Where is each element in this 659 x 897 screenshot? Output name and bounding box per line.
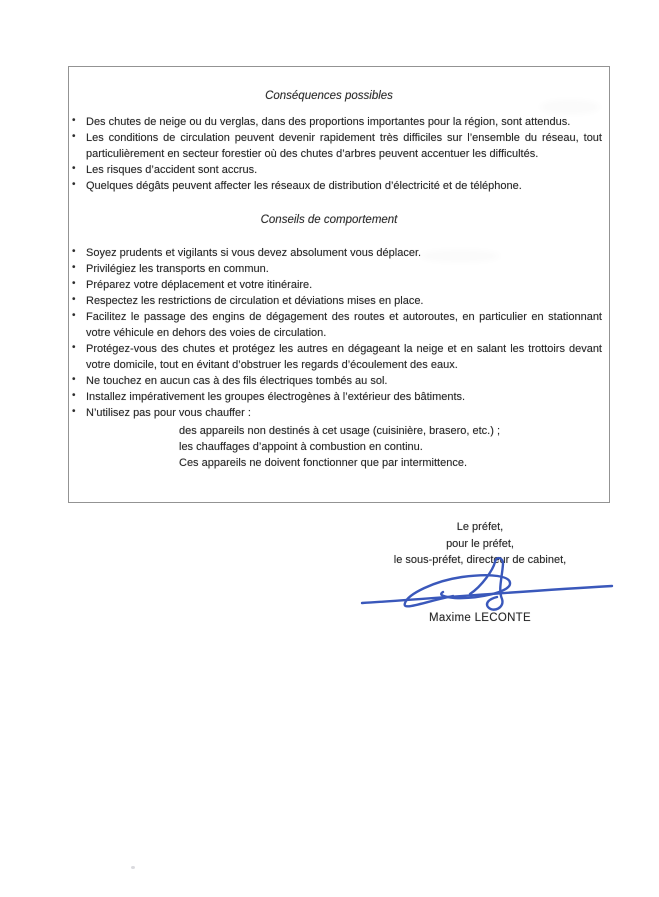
sub-list-item: Ces appareils ne doivent fonctionner que par intermittence. (179, 457, 468, 469)
list-item (72, 341, 602, 373)
conseils-list (72, 245, 602, 421)
list-item-text: Ne touchez en aucun cas à des fils électriques tombés au sol. (86, 375, 388, 387)
scan-artifact (540, 100, 600, 114)
list-item (72, 293, 602, 309)
list-item-text: Préparez votre déplacement et votre itinéraire. (86, 279, 313, 291)
signature-title-line: Le préfet, (456, 521, 504, 533)
bullet-icon: • (72, 246, 76, 257)
bullet-icon: • (72, 294, 76, 305)
list-item (72, 245, 602, 261)
list-item (72, 178, 602, 194)
list-item-text: N’utilisez pas pour vous chauffer : (86, 407, 251, 419)
bullet-icon: • (72, 262, 76, 273)
section-heading-conseils: Conseils de comportement (260, 214, 398, 226)
sub-list-item: les chauffages d’appoint à combustion en continu. (179, 441, 423, 453)
signature-ink (358, 556, 616, 614)
list-item-text: Privilégiez les transports en commun. (86, 263, 269, 275)
list-item (72, 130, 602, 162)
list-item-text: Les risques d’accident sont accrus. (86, 164, 258, 176)
list-item (72, 277, 602, 293)
bullet-icon: • (72, 115, 76, 126)
bullet-icon: • (72, 342, 76, 353)
signature-title-line: pour le préfet, (446, 537, 514, 550)
bullet-icon: • (72, 374, 76, 385)
notice-box (68, 66, 610, 503)
bullet-icon: • (72, 131, 76, 142)
bullet-icon: • (72, 278, 76, 289)
list-item-text: Soyez prudents et vigilants si vous devez absolument vous déplacer. (86, 247, 422, 259)
heating-sub-list (179, 423, 602, 471)
bullet-icon: • (72, 179, 76, 190)
list-item (72, 114, 602, 130)
list-item-text: Installez impérativement les groupes électrogènes à l’extérieur des bâtiments. (86, 391, 466, 403)
signature-stroke-loop (405, 575, 510, 606)
scan-artifact-speck (131, 866, 135, 869)
section-heading-consequences: Conséquences possibles (265, 90, 393, 102)
consequences-list (72, 114, 602, 194)
list-item (72, 261, 602, 277)
scan-artifact (420, 250, 500, 262)
signature-stroke-flourish (470, 558, 503, 610)
list-item (72, 389, 602, 405)
list-item (72, 405, 602, 421)
signature-title-line: le sous-préfet, directeur de cabinet, (393, 554, 567, 566)
list-item-text: Des chutes de neige ou du verglas, dans des proportions importantes pour la région, sont attendus. (86, 116, 571, 128)
signatory-name: Maxime LECONTE (429, 612, 531, 624)
sub-list-item: des appareils non destinés à cet usage (cuisinière, brasero, etc.) ; (179, 425, 501, 437)
list-item-text: Quelques dégâts peuvent affecter les réseaux de distribution d’électricité et de téléphone. (86, 180, 522, 192)
bullet-icon: • (72, 406, 76, 417)
list-item-text: Facilitez le passage des engins de dégagement des routes et autoroutes, en particulier en stationnant votre véhicule en dehors des voies de circulation. (86, 311, 602, 339)
bullet-icon: • (72, 390, 76, 401)
list-item-text: Protégez-vous des chutes et protégez les autres en dégageant la neige et en salant les trottoirs devant votre domicile, tout en évitant d’obstruer les regards d’écoulement des eaux. (86, 343, 602, 371)
list-item-text: Respectez les restrictions de circulation et déviations mises en place. (86, 295, 424, 307)
list-item (72, 162, 602, 178)
list-item (72, 309, 602, 341)
bullet-icon: • (72, 163, 76, 174)
list-item (72, 373, 602, 389)
list-item-text: Les conditions de circulation peuvent devenir rapidement très difficiles sur l’ensemble du réseau, tout particulièrement en secteur forestier où des chutes d’arbres peuvent accentuer les difficultés. (86, 132, 602, 160)
bullet-icon: • (72, 310, 76, 321)
